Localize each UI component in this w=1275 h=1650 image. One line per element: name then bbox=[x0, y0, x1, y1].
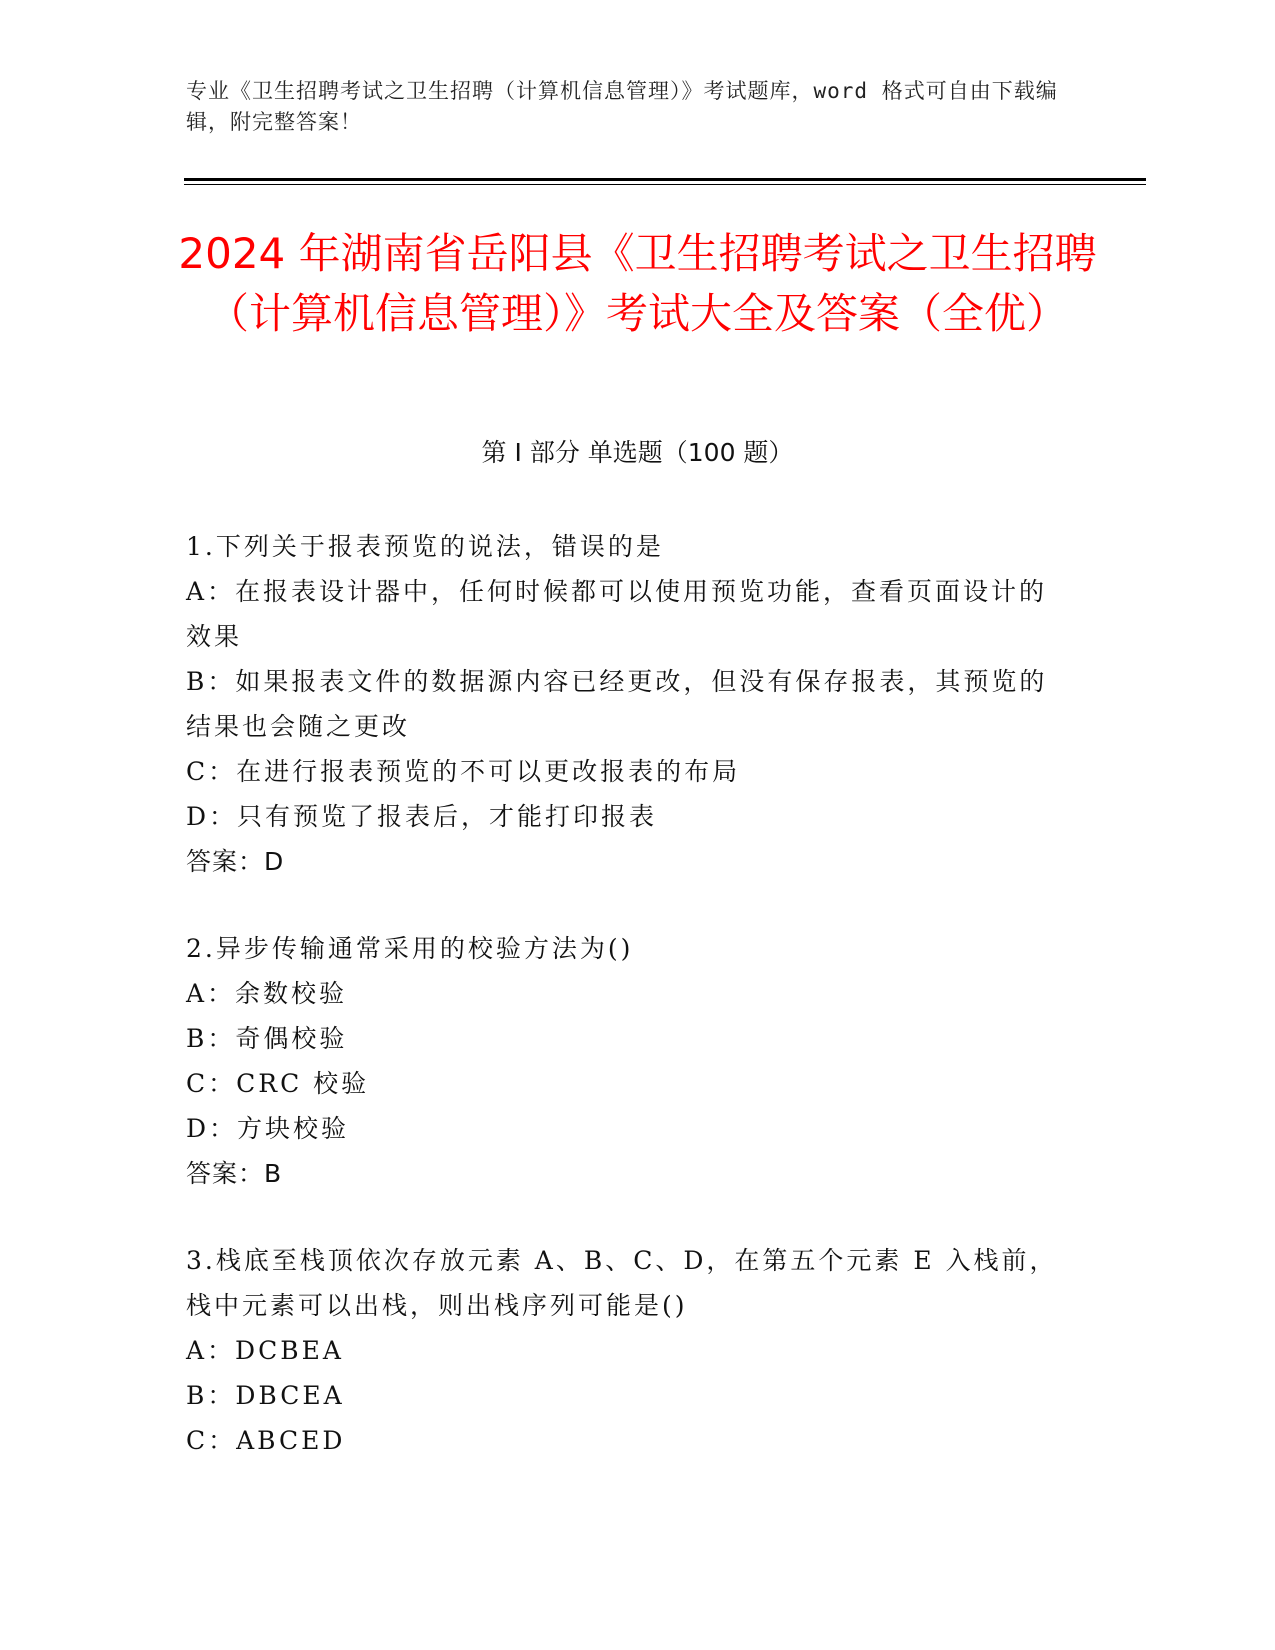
header-divider-thin bbox=[184, 184, 1146, 185]
option-b: B：如果报表文件的数据源内容已经更改，但没有保存报表，其预览的结果也会随之更改 bbox=[186, 667, 1048, 741]
question-stem: 3.栈底至栈顶依次存放元素 A、B、C、D，在第五个元素 E 入栈前，栈中元素可以出栈，则出栈序列可能是() bbox=[186, 1246, 1058, 1320]
option-d: D：方块校验 bbox=[186, 1114, 350, 1143]
answer: 答案：B bbox=[186, 1159, 283, 1188]
option-b: B：DBCEA bbox=[186, 1381, 345, 1410]
section-heading: 第 I 部分 单选题（100 题） bbox=[481, 438, 794, 467]
question-stem: 1.下列关于报表预览的说法，错误的是 bbox=[186, 532, 664, 561]
question-3 bbox=[186, 1238, 1066, 1463]
option-a: A：在报表设计器中，任何时候都可以使用预览功能，查看页面设计的效果 bbox=[186, 577, 1048, 651]
option-a: A：余数校验 bbox=[186, 979, 348, 1008]
question-1 bbox=[186, 524, 1066, 884]
question-2 bbox=[186, 926, 1066, 1196]
option-c: C：CRC 校验 bbox=[186, 1069, 370, 1098]
option-c: C：在进行报表预览的不可以更改报表的布局 bbox=[186, 757, 741, 786]
question-stem: 2.异步传输通常采用的校验方法为() bbox=[186, 934, 634, 963]
header-note: 专业《卫生招聘考试之卫生招聘（计算机信息管理）》考试题库，word 格式可自由下载编辑，附完整答案！ bbox=[186, 79, 1058, 134]
option-d: D：只有预览了报表后，才能打印报表 bbox=[186, 802, 658, 831]
option-a: A：DCBEA bbox=[186, 1336, 344, 1365]
header-divider-thick bbox=[184, 178, 1146, 181]
answer: 答案：D bbox=[186, 847, 285, 876]
option-b: B：奇偶校验 bbox=[186, 1024, 348, 1053]
document-title: 2024 年湖南省岳阳县《卫生招聘考试之卫生招聘（计算机信息管理）》考试大全及答案（全优） bbox=[178, 229, 1097, 338]
question-list bbox=[186, 524, 1066, 1505]
option-c: C：ABCED bbox=[186, 1426, 346, 1455]
